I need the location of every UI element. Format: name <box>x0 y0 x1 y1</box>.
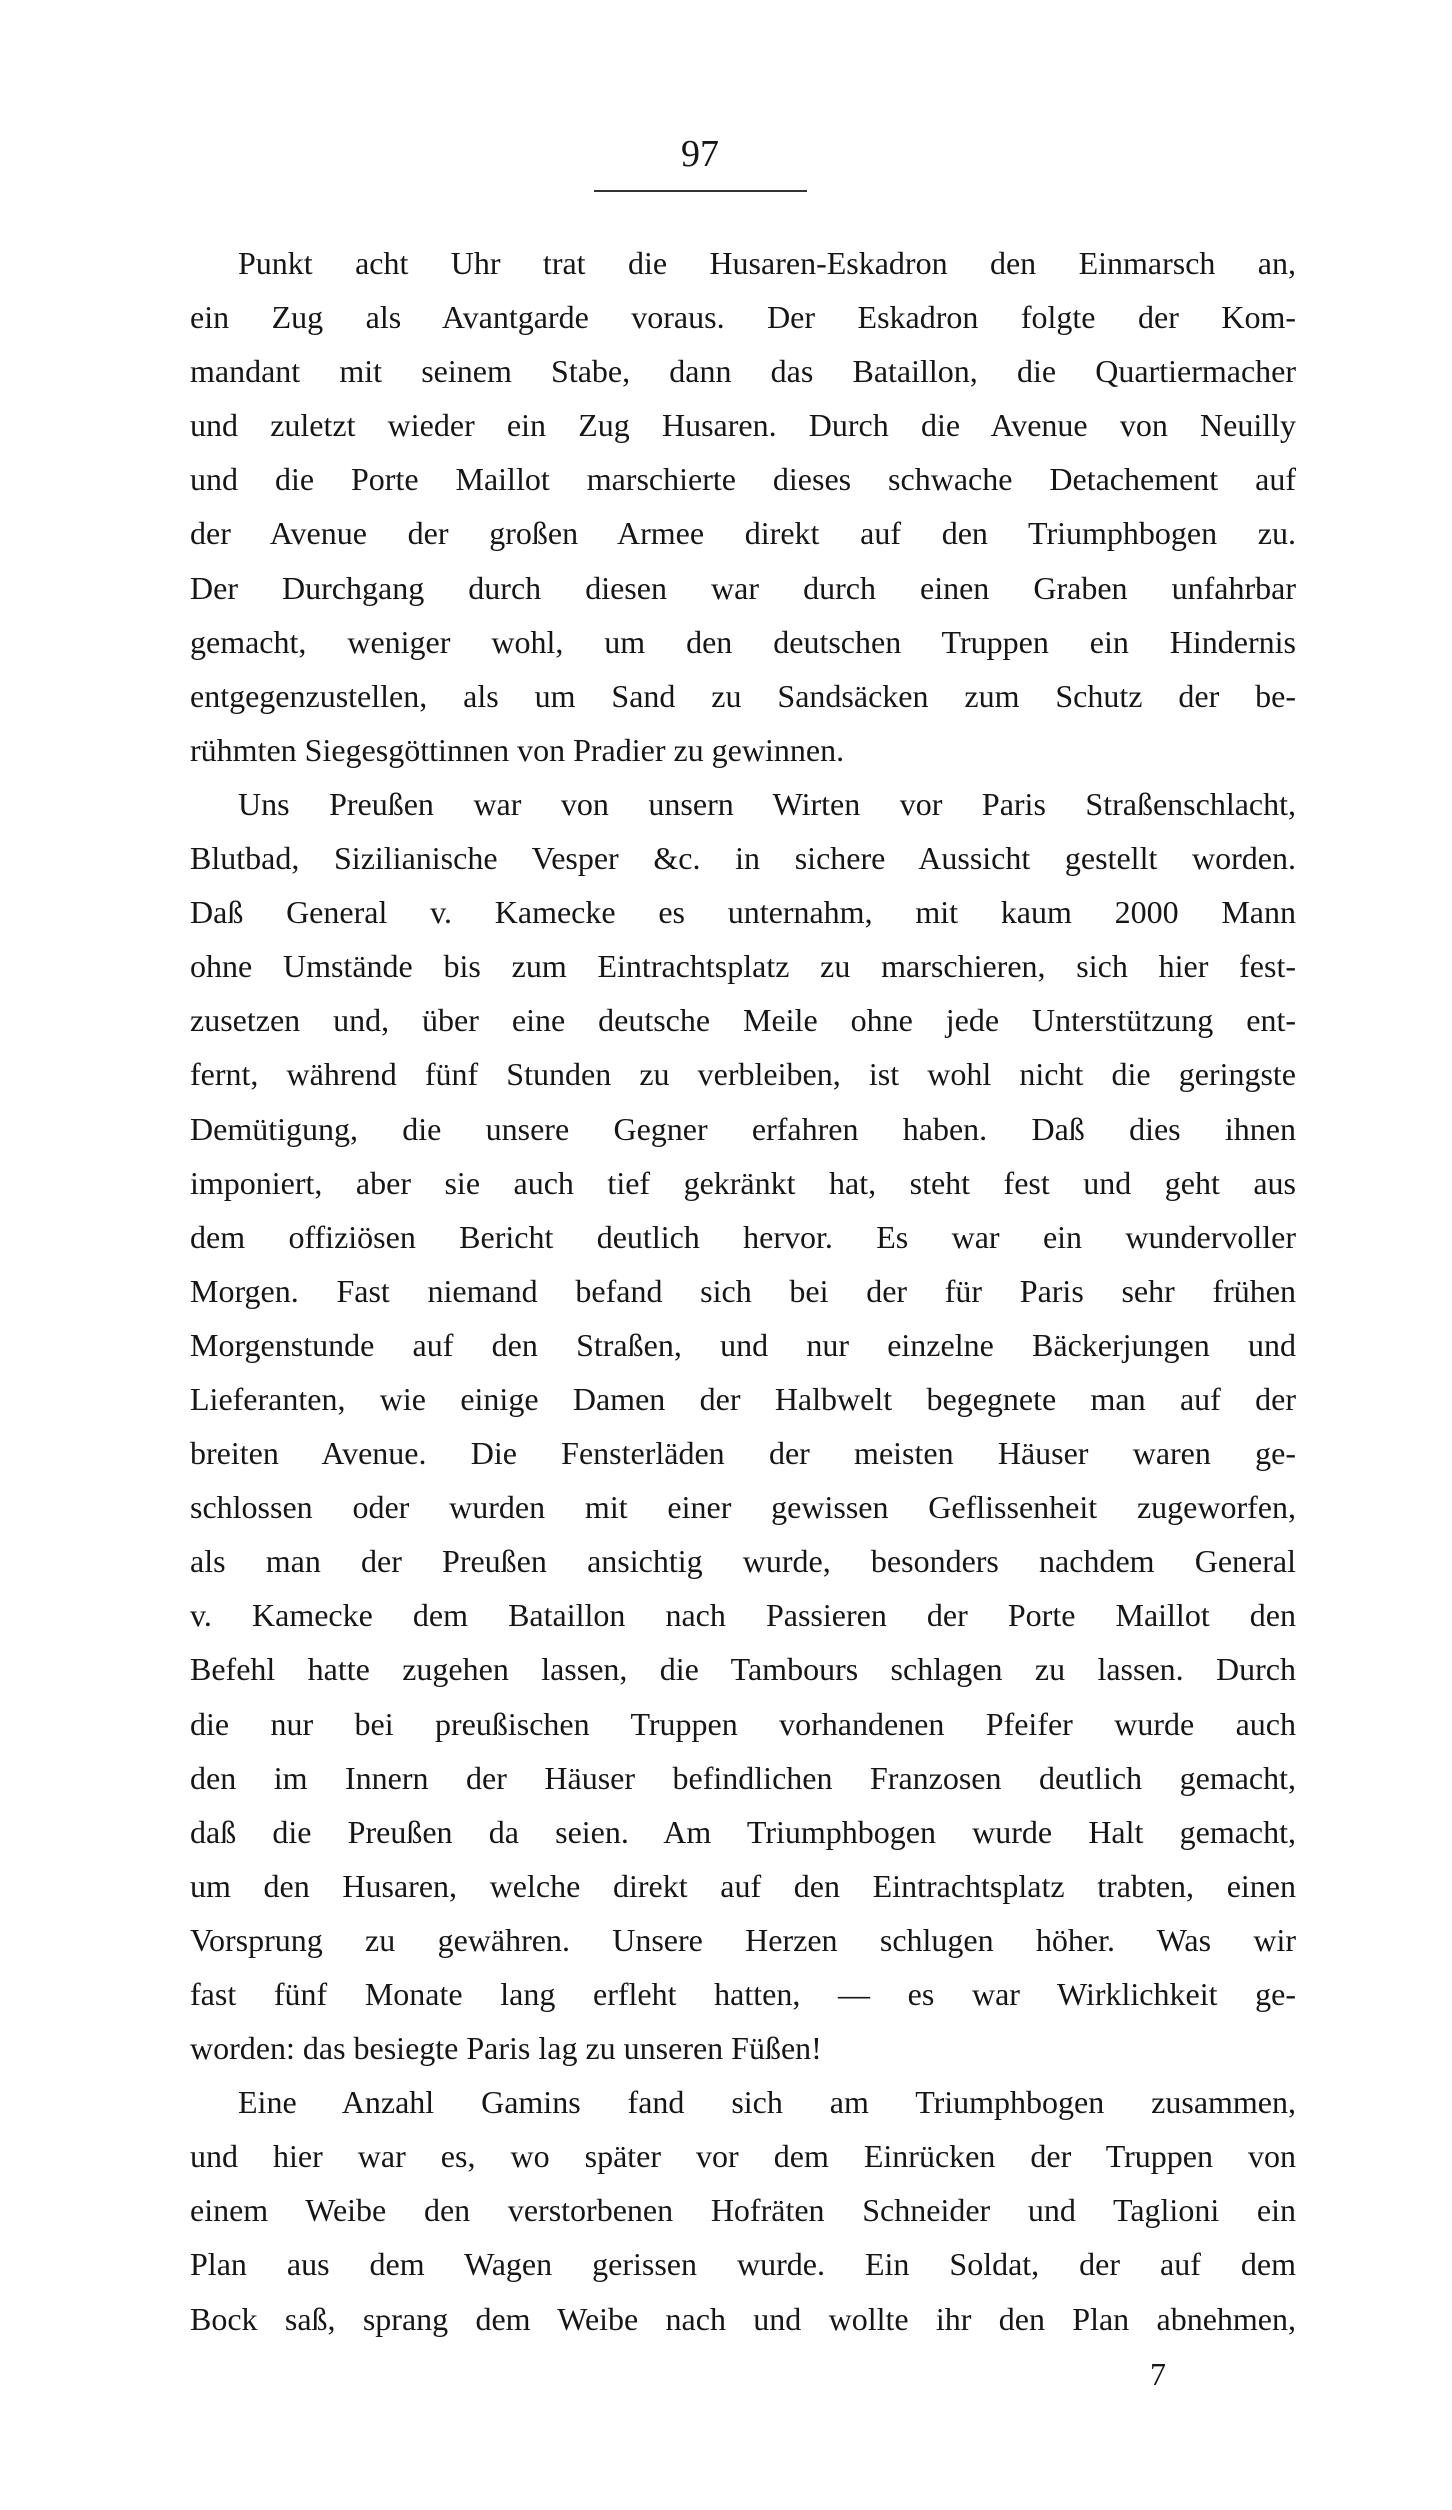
text-line: schlossen oder wurden mit einer gewissen Geflissenheit zugeworfen, <box>190 1489 1296 1526</box>
text-line: v. Kamecke dem Bataillon nach Passieren der Porte Maillot den <box>190 1597 1296 1634</box>
text-line: mandant mit seinem Stabe, dann das Bataillon, die Quartiermacher <box>190 353 1296 390</box>
text-line: als man der Preußen ansichtig wurde, besonders nachdem General <box>190 1543 1296 1580</box>
text-line: und hier war es, wo später vor dem Einrücken der Truppen von <box>190 2138 1296 2175</box>
text-line: dem offiziösen Bericht deutlich hervor. Es war ein wundervoller <box>190 1218 1296 1255</box>
text-line: fernt, während fünf Stunden zu verbleiben, ist wohl nicht die geringste <box>190 1056 1296 1093</box>
text-line: und die Porte Maillot marschierte dieses schwache Detachement auf <box>190 461 1296 498</box>
paragraph <box>190 236 1296 777</box>
text-line: entgegenzustellen, als um Sand zu Sandsäcken zum Schutz der be- <box>190 677 1296 714</box>
text-line: Eine Anzahl Gamins fand sich am Triumphbogen zusammen, <box>238 2084 1296 2121</box>
text-line: Punkt acht Uhr trat die Husaren-Eskadron den Einmarsch an, <box>238 245 1296 281</box>
paragraph <box>190 777 1296 2075</box>
text-line: daß die Preußen da seien. Am Triumphbogen wurde Halt gemacht, <box>190 1813 1296 1850</box>
header-rule <box>594 190 807 192</box>
text-line: rühmten Siegesgöttinnen von Pradier zu gewinnen. <box>190 731 845 768</box>
text-line: um den Husaren, welche direkt auf den Eintrachtsplatz trabten, einen <box>190 1867 1296 1904</box>
text-line: Morgen. Fast niemand befand sich bei der für Paris sehr frühen <box>190 1272 1296 1309</box>
page-number: 97 <box>681 133 719 175</box>
text-line: den im Innern der Häuser befindlichen Franzosen deutlich gemacht, <box>190 1759 1296 1796</box>
text-line: Blutbad, Sizilianische Vesper &c. in sichere Aussicht gestellt worden. <box>190 840 1296 877</box>
text-line: breiten Avenue. Die Fensterläden der meisten Häuser waren ge- <box>190 1435 1296 1472</box>
paragraph <box>190 2075 1296 2345</box>
text-line: zusetzen und, über eine deutsche Meile ohne jede Unterstützung ent- <box>190 1002 1296 1039</box>
signature-mark: 7 <box>1150 2356 1166 2392</box>
text-line: die nur bei preußischen Truppen vorhandenen Pfeifer wurde auch <box>190 1705 1296 1742</box>
text-line: Vorsprung zu gewähren. Unsere Herzen schlugen höher. Was wir <box>190 1921 1296 1958</box>
text-line: Demütigung, die unsere Gegner erfahren haben. Daß dies ihnen <box>190 1110 1296 1147</box>
text-line: imponiert, aber sie auch tief gekränkt hat, steht fest und geht aus <box>190 1164 1296 1201</box>
text-line: Bock saß, sprang dem Weibe nach und wollte ihr den Plan abnehmen, <box>190 2300 1296 2337</box>
text-line: der Avenue der großen Armee direkt auf den Triumphbogen zu. <box>190 515 1296 552</box>
body-text <box>190 236 1296 2346</box>
text-line: Lieferanten, wie einige Damen der Halbwelt begegnete man auf der <box>190 1380 1296 1417</box>
text-line: worden: das besiegte Paris lag zu unseren Füßen! <box>190 2030 822 2067</box>
text-line: Uns Preußen war von unsern Wirten vor Paris Straßenschlacht, <box>238 785 1296 822</box>
text-line: ein Zug als Avantgarde voraus. Der Eskadron folgte der Kom- <box>190 299 1296 336</box>
text-line: und zuletzt wieder ein Zug Husaren. Durch die Avenue von Neuilly <box>190 407 1296 444</box>
text-line: fast fünf Monate lang erfleht hatten, — es war Wirklichkeit ge- <box>190 1976 1296 2012</box>
text-line: einem Weibe den verstorbenen Hofräten Schneider und Taglioni ein <box>190 2192 1296 2229</box>
text-line: Der Durchgang durch diesen war durch einen Graben unfahrbar <box>190 569 1296 606</box>
text-line: gemacht, weniger wohl, um den deutschen Truppen ein Hindernis <box>190 623 1296 660</box>
text-line: Plan aus dem Wagen gerissen wurde. Ein Soldat, der auf dem <box>190 2246 1296 2283</box>
text-line: Befehl hatte zugehen lassen, die Tambours schlagen zu lassen. Durch <box>190 1651 1296 1688</box>
text-line: ohne Umstände bis zum Eintrachtsplatz zu marschieren, sich hier fest- <box>190 948 1296 985</box>
text-line: Daß General v. Kamecke es unternahm, mit kaum 2000 Mann <box>190 894 1296 931</box>
text-line: Morgenstunde auf den Straßen, und nur einzelne Bäckerjungen und <box>190 1326 1296 1363</box>
